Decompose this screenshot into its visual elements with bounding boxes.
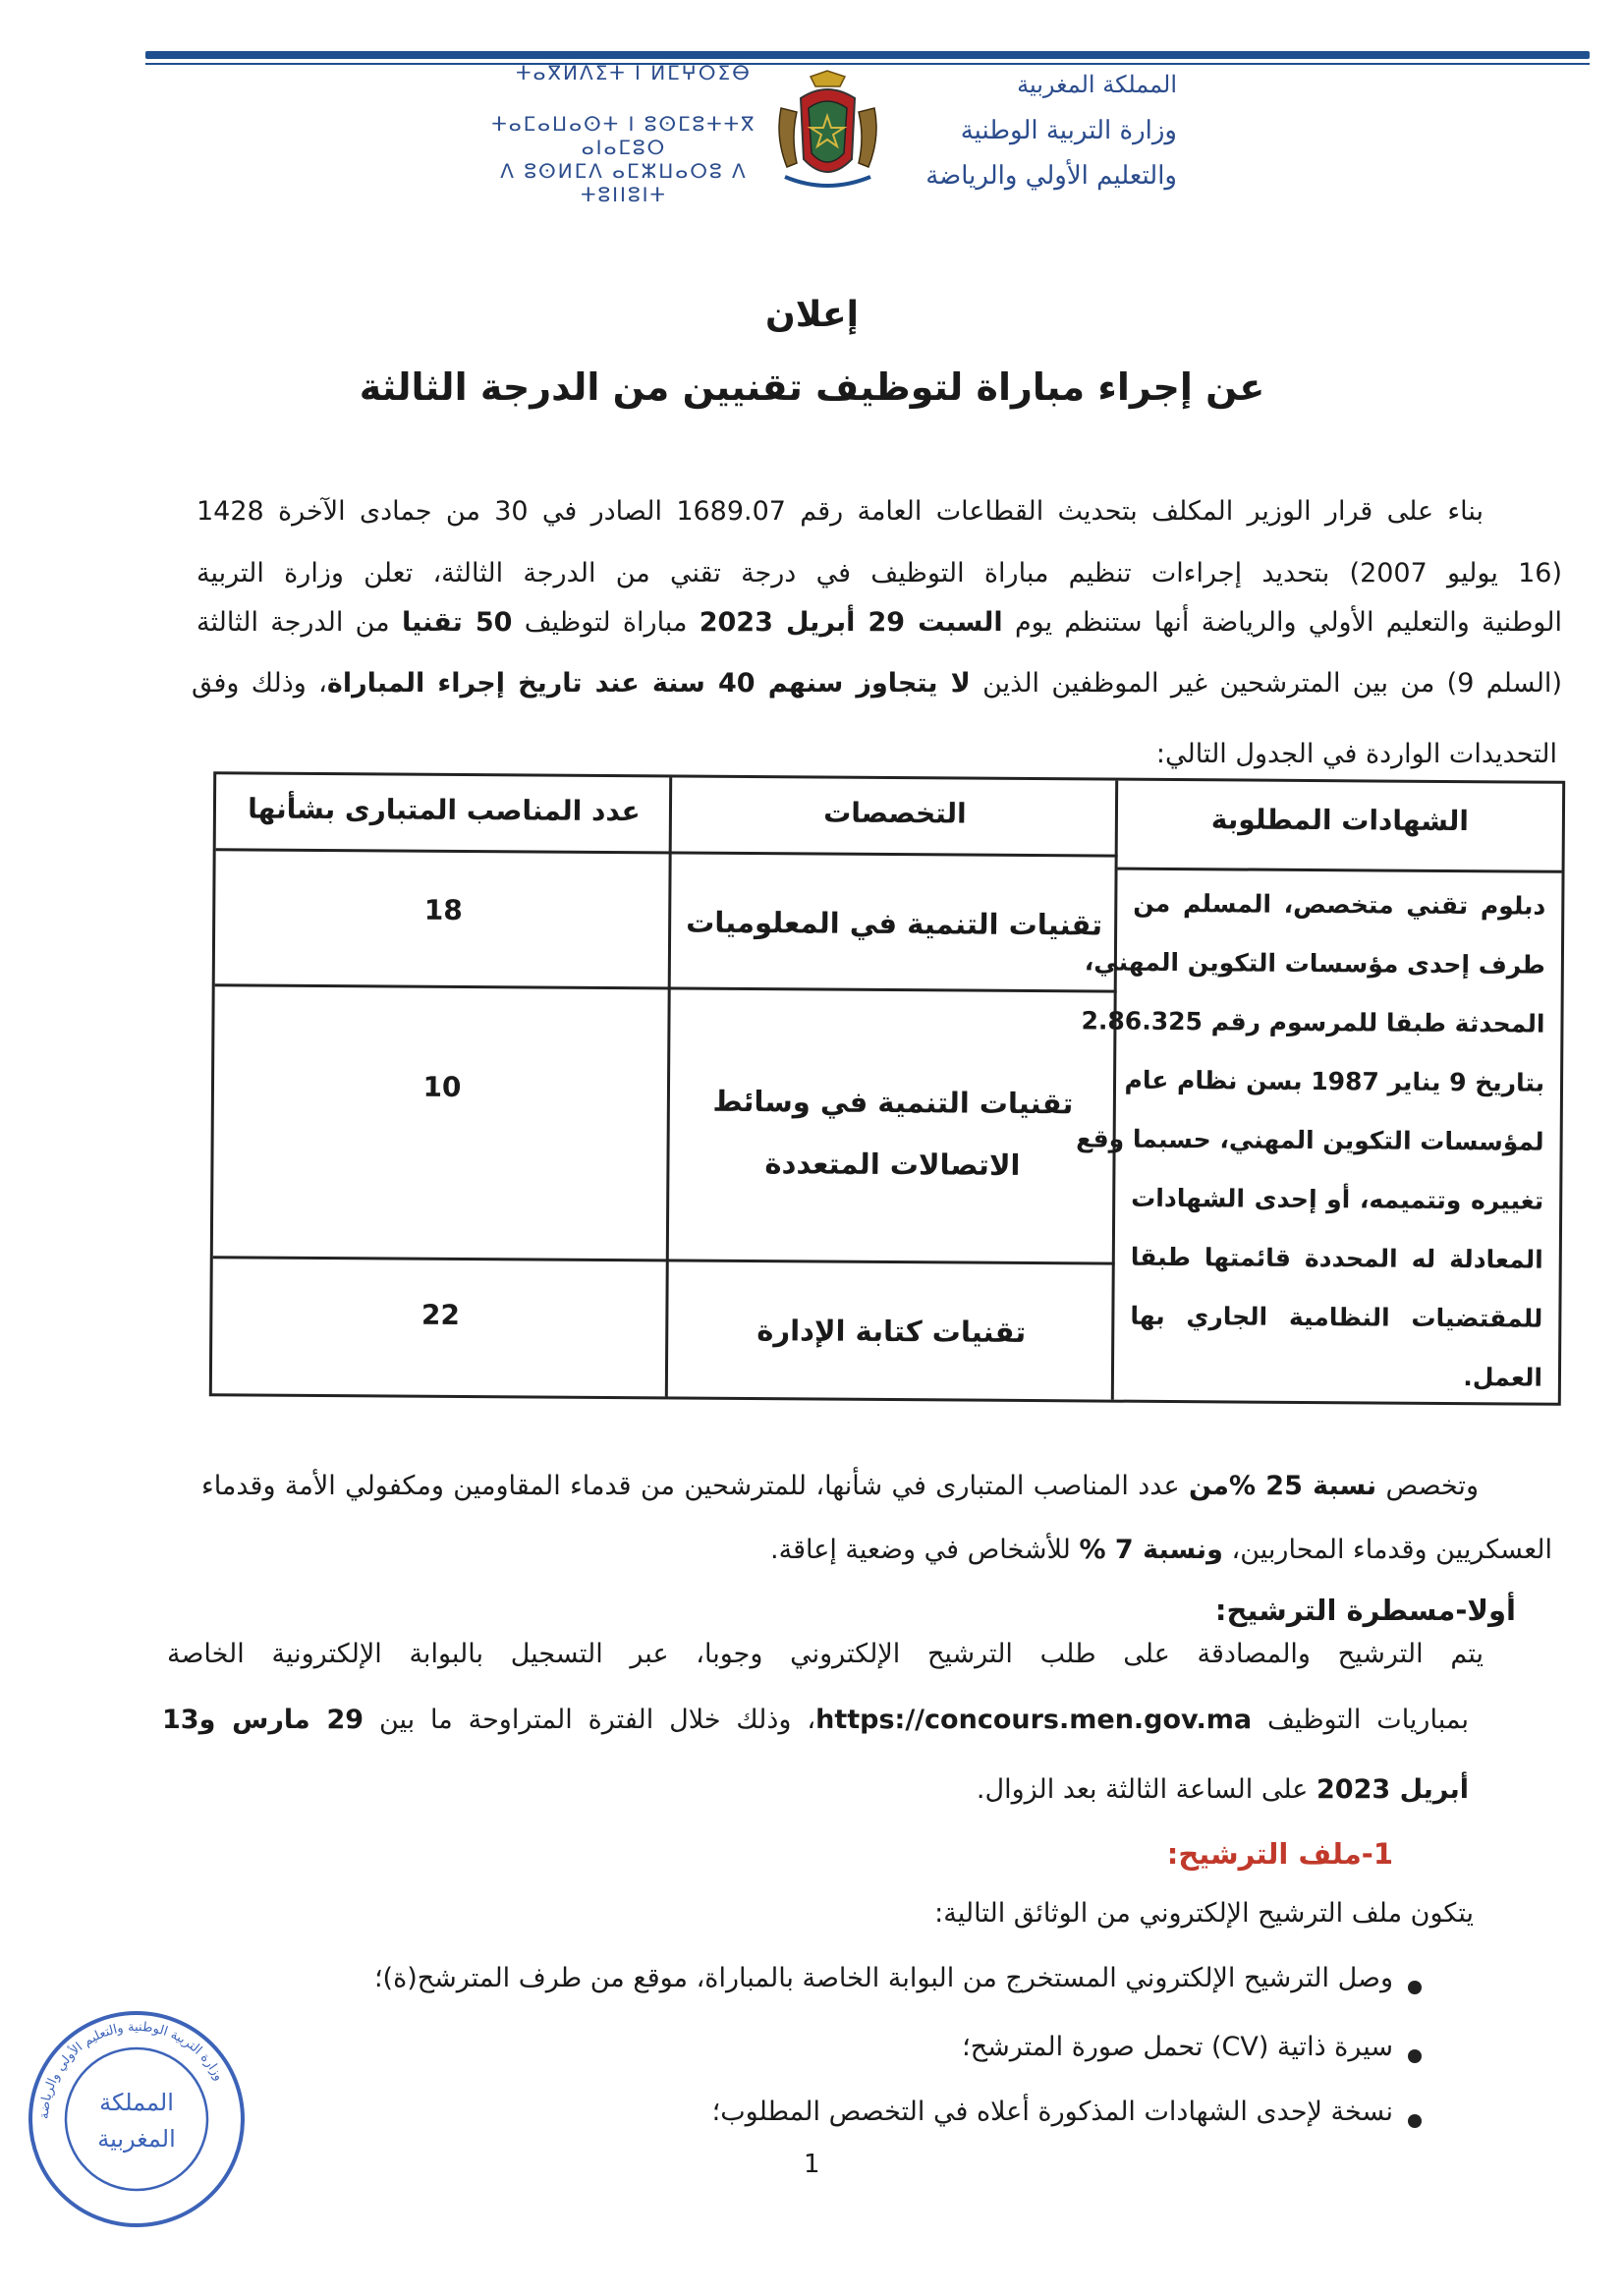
- table-row-specialty-cont: الاتصالات المتعددة: [764, 1147, 1021, 1182]
- positions-total: 50 تقنيا: [401, 607, 513, 638]
- table-row-specialty: تقنيات التنمية في وسائط: [712, 1084, 1074, 1121]
- exam-date: السبت 29 أبريل 2023: [699, 607, 1003, 638]
- intro-line-1: بناء على قرار الوزير المكلف بتحديث القطاعات العامة رقم 1689.07 الصادر في 30 من جمادى الآخرة 1428: [196, 496, 1484, 527]
- header-tifinagh-3: ⴷ ⵓⵙⵍⵎⴷ ⴰⵎⵣⵡⴰⵔⵓ ⴷ ⵜⵓⵏⵏⵓⵏⵜ: [500, 159, 748, 206]
- bullet-icon: [1408, 2049, 1422, 2063]
- section-heading-candidacy: أولا-مسطرة الترشيح:: [1214, 1594, 1516, 1627]
- table-row-count: 22: [420, 1298, 460, 1331]
- header-rule: [145, 51, 1590, 59]
- list-item: سيرة ذاتية (CV) تحمل صورة المترشح؛: [962, 2032, 1393, 2062]
- intro-line-3: الوطنية والتعليم الأولي والرياضة أنها ستنظم يوم السبت 29 أبريل 2023 مباراة لتوظيف 50 تقنيا من الدرجة الثالثة: [196, 607, 1562, 638]
- section1-line-3: أبريل 2023 على الساعة الثالثة بعد الزوال.: [976, 1774, 1469, 1805]
- bullet-icon: [1408, 1981, 1422, 1994]
- subsection-intro: يتكون ملف الترشيح الإلكتروني من الوثائق التالية:: [934, 1898, 1474, 1929]
- svg-text:المغربية: المغربية: [97, 2125, 176, 2153]
- positions-table: [209, 771, 1565, 1406]
- header-ministry-1: وزارة التربية الوطنية: [960, 116, 1177, 145]
- svg-text:وزارة التربية الوطنية والتعليم: وزارة التربية الوطنية والتعليم الأولي والرياضة: [36, 2019, 227, 2120]
- page-number: 1: [804, 2150, 820, 2179]
- table-row-count: 18: [423, 893, 463, 926]
- table-header-diplomas: الشهادات المطلوبة: [1210, 803, 1470, 838]
- announcement-title: إعلان: [765, 295, 859, 335]
- intro-line-4: (السلم 9) من بين المترشحين غير الموظفين الذين لا يتجاوز سنهم 40 سنة عند تاريخ إجراء المباراة، وذلك وفق: [192, 668, 1562, 699]
- table-header-positions: عدد المناصب المتبارى بشأنها: [248, 792, 641, 828]
- list-item: نسخة لإحدى الشهادات المذكورة أعلاه في التخصص المطلوب؛: [711, 2097, 1393, 2127]
- header-ministry-2: والتعليم الأولي والرياضة: [925, 161, 1177, 191]
- table-cell-diploma: دبلوم تقني متخصص، المسلم من طرف إحدى مؤسسات التكوين المهني، المحدثة طبقا للمرسوم رقم 2.86.325 بتاريخ 9 يناير 1987 بسن نظام عام لمؤسسات التكوين المهني، حسبما وقع تغييره وتتميمه، أو إحدى الشهادات المعادلة له المحددة قائمتها طبقا للمقتضيات النظامية الجاري بها العمل.: [1076, 888, 1546, 1392]
- table-row-specialty: تقنيات التنمية في المعلوميات: [686, 905, 1103, 942]
- table-row-specialty: تقنيات كتابة الإدارة: [756, 1314, 1027, 1349]
- announcement-subtitle: عن إجراء مباراة لتوظيف تقنيين من الدرجة الثالثة: [359, 365, 1265, 409]
- table-row-count: 10: [422, 1070, 462, 1103]
- section1-line-1: يتم الترشيح والمصادقة على طلب الترشيح الإلكتروني وجوبا، عبر التسجيل بالبوابة الإلكترونية الخاصة: [167, 1639, 1484, 1669]
- intro-line-2: (16 يوليو 2007) بتحديد إجراءات تنظيم مباراة التوظيف في درجة تقني من الدرجة الثالثة، تعلن وزارة التربية: [196, 558, 1562, 588]
- official-stamp: [22, 2004, 252, 2235]
- portal-link[interactable]: https://concours.men.gov.ma: [815, 1705, 1253, 1735]
- quota-line-2: العسكريين وقدماء المحاربين، ونسبة 7 % للأشخاص في وضعية إعاقة.: [770, 1535, 1552, 1565]
- list-item: وصل الترشيح الإلكتروني المستخرج من البوابة الخاصة بالمباراة، موقع من طرف المترشح(ة)؛: [373, 1963, 1393, 1993]
- svg-text:المملكة: المملكة: [99, 2089, 174, 2116]
- subsection-heading-file: 1-ملف الترشيح:: [1166, 1837, 1393, 1871]
- section1-line-2: بمباريات التوظيف https://concours.men.gov.ma، وذلك خلال الفترة المتراوحة ما بين 29 مارس و13: [162, 1705, 1469, 1735]
- header-kingdom: المملكة المغربية: [1017, 71, 1177, 98]
- header-tifinagh-2: ⵜⴰⵎⴰⵡⴰⵙⵜ ⵏ ⵓⵙⵎⵓⵜⵜⴳ ⴰⵏⴰⵎⵓⵔ: [491, 112, 756, 159]
- header-rule-thin: [145, 63, 1590, 65]
- header-tifinagh-1: ⵜⴰⴳⵍⴷⵉⵜ ⵏ ⵍⵎⵖⵔⵉⴱ: [516, 61, 752, 84]
- quota-line-1: وتخصص نسبة 25 %من عدد المناصب المتبارى في شأنها، للمترشحين من قدماء المقاومين ومكفولي الأمة وقدماء: [201, 1471, 1479, 1501]
- bullet-icon: [1408, 2114, 1422, 2128]
- table-header-specialties: التخصصات: [823, 796, 967, 830]
- age-condition: لا يتجاوز سنهم 40 سنة عند تاريخ إجراء المباراة: [326, 668, 971, 699]
- intro-line-5: التحديدات الواردة في الجدول التالي:: [1155, 739, 1557, 769]
- coat-of-arms-icon: [771, 69, 884, 196]
